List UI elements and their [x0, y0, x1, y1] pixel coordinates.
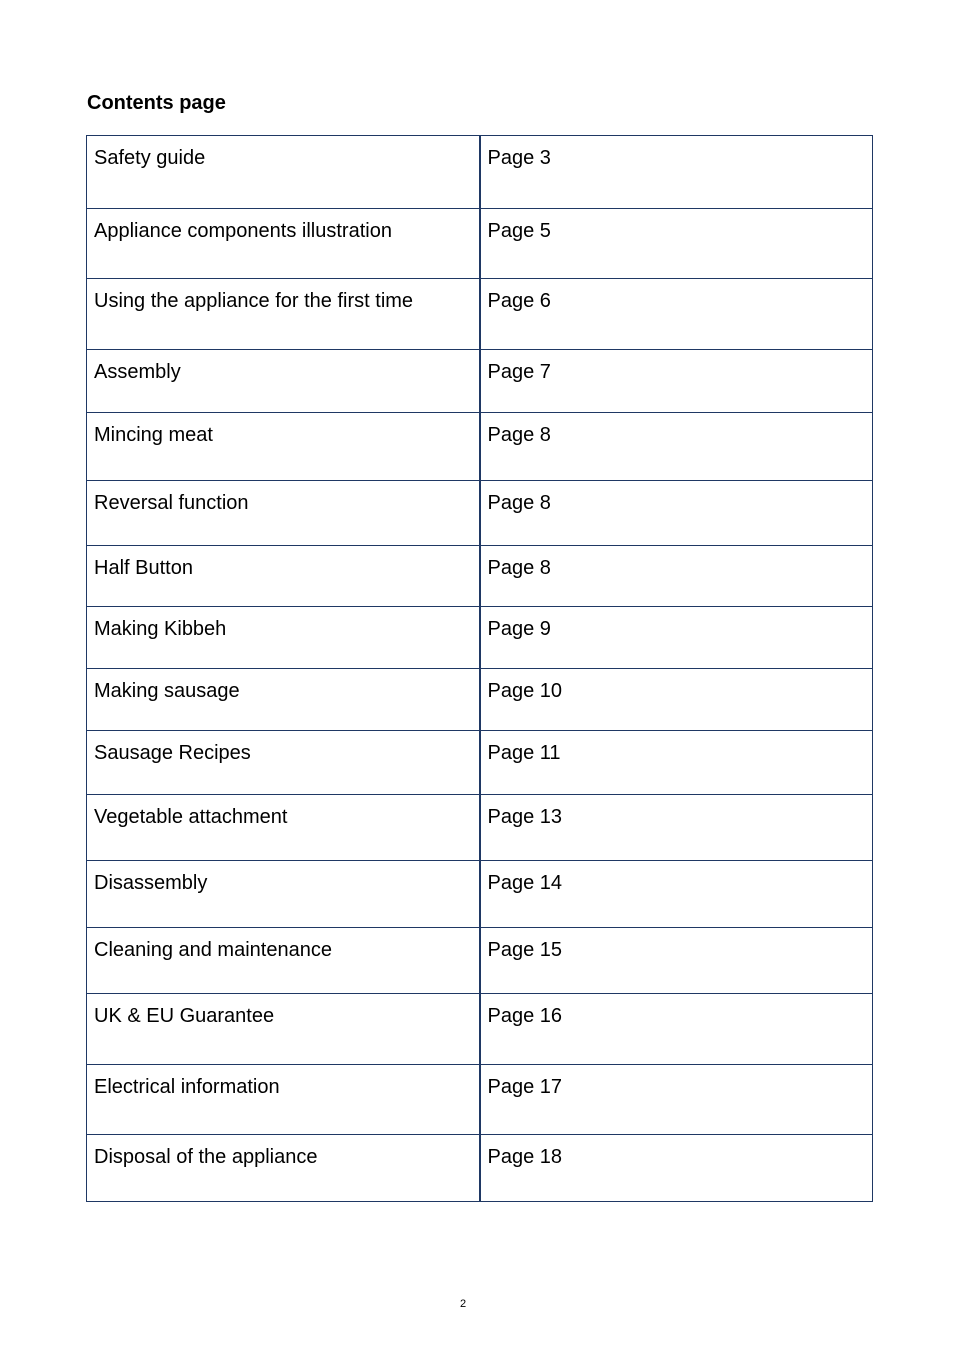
- section-title: Electrical information: [87, 1065, 480, 1135]
- section-page: Page 18: [480, 1135, 873, 1202]
- section-page: Page 5: [480, 209, 873, 279]
- section-page: Page 11: [480, 731, 873, 795]
- table-row: [87, 795, 873, 861]
- section-page: Page 9: [480, 607, 873, 669]
- section-page: Page 8: [480, 546, 873, 607]
- section-page: Page 16: [480, 994, 873, 1065]
- section-title: UK & EU Guarantee: [87, 994, 480, 1065]
- section-page: Page 6: [480, 279, 873, 350]
- section-title: Vegetable attachment: [87, 795, 480, 861]
- section-page: Page 14: [480, 861, 873, 928]
- page-title: Contents page: [87, 92, 226, 114]
- table-row: [87, 481, 873, 546]
- section-title: Reversal function: [87, 481, 480, 546]
- table-row: [87, 607, 873, 669]
- section-page: Page 10: [480, 669, 873, 731]
- table-row: [87, 1135, 873, 1202]
- section-title: Mincing meat: [87, 413, 480, 481]
- table-row: [87, 669, 873, 731]
- section-page: Page 8: [480, 481, 873, 546]
- table-row: [87, 350, 873, 413]
- table-row: [87, 861, 873, 928]
- section-title: Disposal of the appliance: [87, 1135, 480, 1202]
- table-row: [87, 994, 873, 1065]
- section-title: Assembly: [87, 350, 480, 413]
- contents-table: [86, 135, 873, 1202]
- section-page: Page 15: [480, 928, 873, 994]
- table-row: [87, 136, 873, 209]
- section-title: Cleaning and maintenance: [87, 928, 480, 994]
- section-title: Disassembly: [87, 861, 480, 928]
- table-row: [87, 1065, 873, 1135]
- table-row: [87, 546, 873, 607]
- table-row: [87, 209, 873, 279]
- section-page: Page 3: [480, 136, 873, 209]
- section-title: Half Button: [87, 546, 480, 607]
- table-row: [87, 279, 873, 350]
- section-title: Making Kibbeh: [87, 607, 480, 669]
- section-title: Making sausage: [87, 669, 480, 731]
- page-number: 2: [459, 1298, 467, 1310]
- section-page: Page 13: [480, 795, 873, 861]
- table-row: [87, 413, 873, 481]
- section-page: Page 17: [480, 1065, 873, 1135]
- section-title: Appliance components illustration: [87, 209, 480, 279]
- section-title: Safety guide: [87, 136, 480, 209]
- section-page: Page 8: [480, 413, 873, 481]
- section-title: Using the appliance for the first time: [87, 279, 480, 350]
- table-row: [87, 928, 873, 994]
- table-row: [87, 731, 873, 795]
- section-page: Page 7: [480, 350, 873, 413]
- section-title: Sausage Recipes: [87, 731, 480, 795]
